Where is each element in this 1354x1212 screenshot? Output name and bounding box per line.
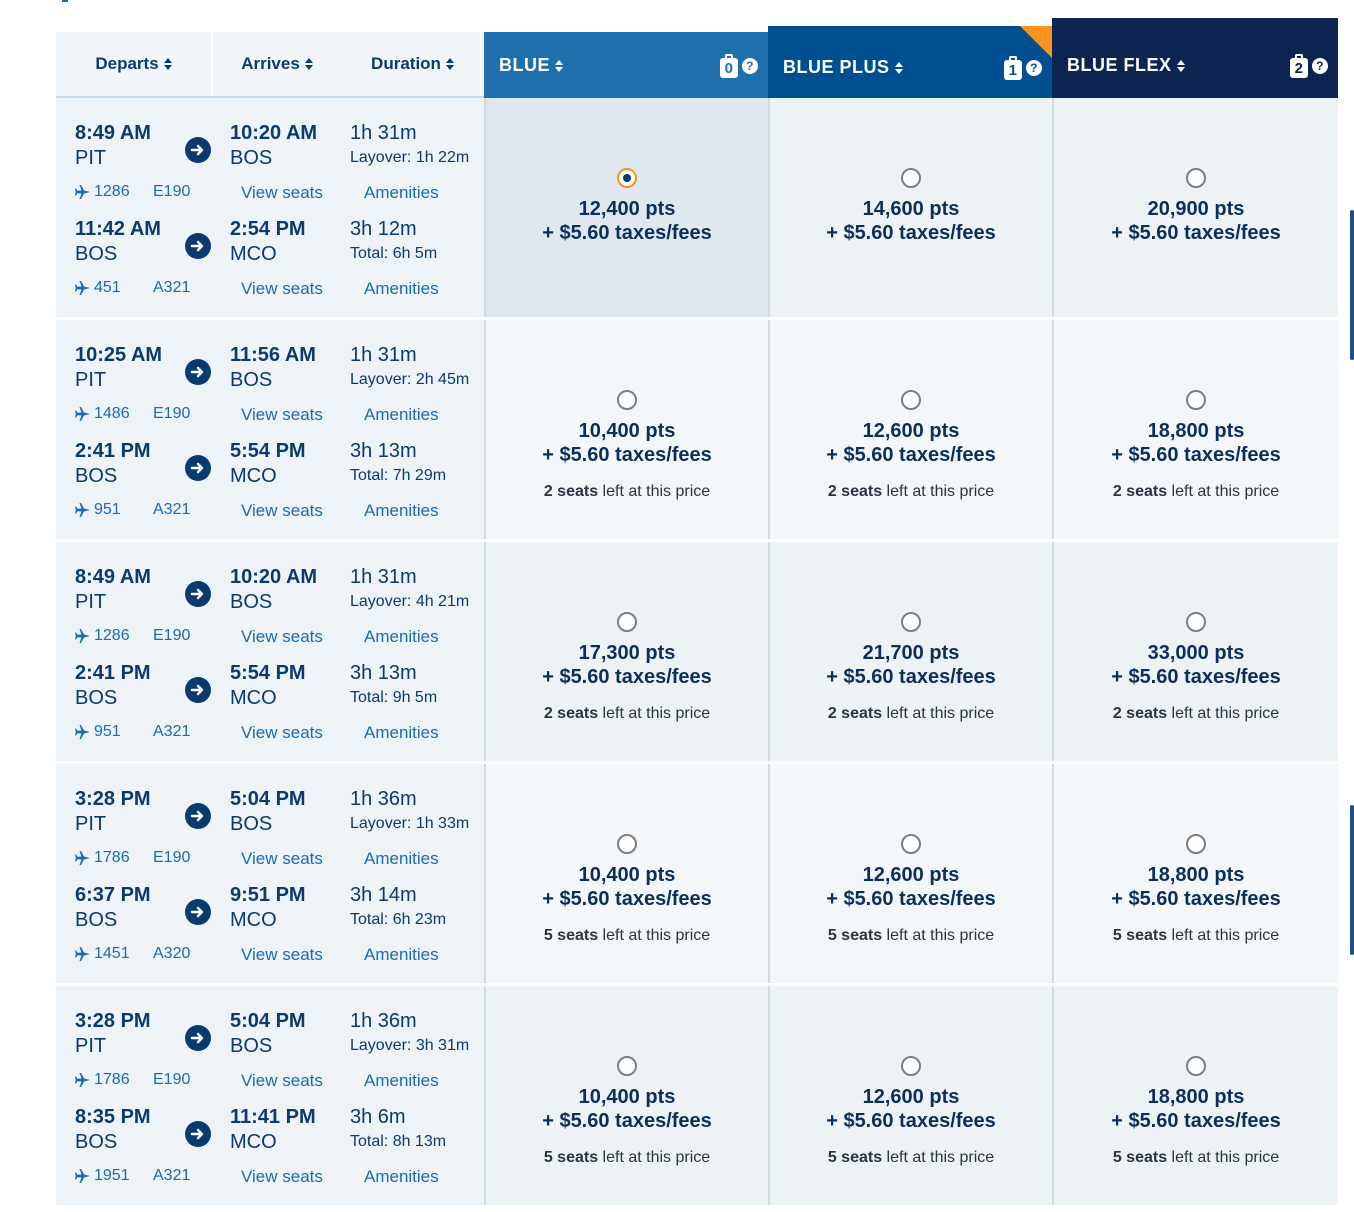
amenities-link[interactable]: Amenities [364, 405, 439, 424]
sort-blue-flex[interactable] [1067, 55, 1185, 76]
amenities-link[interactable]: Amenities [364, 183, 439, 202]
view-seats-link[interactable]: View seats [241, 405, 323, 424]
fare-radio[interactable] [617, 168, 637, 188]
flight-number: 451 [94, 279, 121, 296]
fare-radio[interactable] [617, 390, 637, 410]
arrive-airport: MCO [230, 909, 277, 931]
seats-count: 2 seats [827, 483, 883, 500]
fare-radio[interactable] [617, 834, 637, 854]
sort-icon [895, 62, 903, 74]
seats-count: 2 seats [543, 705, 599, 722]
fare-radio[interactable] [901, 834, 921, 854]
segment-duration: 1h 31m [350, 566, 417, 588]
layover-info: Layover: 2h 45m [350, 371, 470, 388]
depart-time: 8:35 PM [75, 1106, 151, 1128]
help-icon[interactable]: ? [1026, 60, 1042, 76]
segment-duration: 3h 13m [350, 662, 417, 684]
flight-row [56, 986, 1338, 1208]
fare-fees: + $5.60 taxes/fees [826, 444, 996, 466]
seats-suffix: left at this price [1171, 483, 1280, 500]
fare-points: 14,600 pts [862, 198, 960, 220]
seats-suffix: left at this price [886, 483, 995, 500]
fare-option-blue-plus[interactable] [768, 986, 1052, 1208]
view-seats-link[interactable]: View seats [241, 279, 323, 298]
fare-fees: + $5.60 taxes/fees [1111, 666, 1281, 688]
fare-points: 12,600 pts [862, 420, 960, 442]
arrive-time: 11:41 PM [230, 1106, 316, 1128]
fare-header-blue-flex[interactable] [1052, 18, 1338, 98]
arrive-airport: BOS [230, 1035, 273, 1057]
seats-suffix: left at this price [602, 705, 711, 722]
arrow-right-circle-icon [185, 233, 211, 259]
fare-header-blue[interactable] [484, 32, 768, 98]
arrow-right-circle-icon [185, 359, 211, 385]
flight-number: 1486 [94, 405, 130, 422]
airplane-icon [75, 406, 91, 422]
seats-suffix: left at this price [886, 1149, 995, 1166]
fare-radio[interactable] [901, 168, 921, 188]
segment-duration: 3h 6m [350, 1106, 406, 1128]
flight-segment [56, 884, 484, 980]
row-divider [56, 1205, 1338, 1208]
depart-airport: BOS [75, 909, 118, 931]
arrive-time: 5:04 PM [230, 788, 306, 810]
depart-time: 8:49 AM [75, 566, 151, 588]
arrive-time: 10:20 AM [230, 122, 318, 144]
flight-row [56, 320, 1338, 542]
depart-airport: BOS [75, 687, 118, 709]
layover-info: Layover: 4h 21m [350, 593, 470, 610]
fare-option-blue-flex[interactable] [1052, 986, 1338, 1208]
flight-segment [56, 344, 484, 440]
layover-info: Layover: 1h 33m [350, 815, 470, 832]
arrow-right-circle-icon [185, 1025, 211, 1051]
bag-allowance [1004, 56, 1042, 80]
flight-number: 951 [94, 501, 121, 518]
airplane-icon [75, 946, 91, 962]
segment-duration: 3h 14m [350, 884, 417, 906]
itinerary [56, 320, 484, 542]
arrives-label: Arrives [241, 54, 300, 73]
seats-left [770, 1149, 1052, 1167]
amenities-link[interactable]: Amenities [364, 627, 439, 646]
bag-count: 1 [1008, 61, 1018, 79]
fare-fees: + $5.60 taxes/fees [1111, 222, 1281, 244]
arrive-airport: MCO [230, 687, 277, 709]
fare-fees: + $5.60 taxes/fees [542, 666, 712, 688]
fare-points: 10,400 pts [578, 864, 676, 886]
fare-option-blue-flex[interactable] [1052, 98, 1338, 320]
arrow-right-circle-icon [185, 899, 211, 925]
total-duration: Total: 6h 23m [350, 911, 447, 928]
amenities-link[interactable]: Amenities [364, 723, 439, 742]
fare-radio[interactable] [901, 612, 921, 632]
fare-points: 10,400 pts [578, 420, 676, 442]
airplane-icon [75, 1168, 91, 1184]
arrive-airport: BOS [230, 813, 273, 835]
seats-left [486, 927, 768, 945]
seats-count: 5 seats [543, 1149, 599, 1166]
arrow-right-circle-icon [185, 677, 211, 703]
fare-option-blue-plus[interactable] [768, 542, 1052, 764]
seats-left [1054, 705, 1338, 723]
fare-radio[interactable] [1186, 834, 1206, 854]
arrow-right-circle-icon [185, 803, 211, 829]
top-accent [62, 0, 68, 2]
seats-suffix: left at this price [1171, 1149, 1280, 1166]
sort-icon [1177, 60, 1185, 72]
amenities-link[interactable]: Amenities [364, 1167, 439, 1186]
arrive-airport: BOS [230, 591, 273, 613]
help-icon[interactable]: ? [742, 58, 758, 74]
sort-blue-plus[interactable] [783, 57, 903, 78]
fare-points: 20,900 pts [1147, 198, 1245, 220]
segment-duration: 3h 12m [350, 218, 417, 240]
view-seats-link[interactable]: View seats [241, 1167, 323, 1186]
seats-count: 5 seats [1112, 927, 1168, 944]
carry-on-bag-icon [1004, 56, 1022, 80]
seats-left [770, 483, 1052, 501]
flight-segment [56, 1106, 484, 1202]
flight-segment [56, 662, 484, 758]
total-duration: Total: 6h 5m [350, 245, 438, 262]
fare-name: BLUE FLEX [1067, 55, 1172, 75]
fare-points: 12,600 pts [862, 864, 960, 886]
fare-option-blue[interactable] [484, 986, 768, 1208]
seats-left [1054, 927, 1338, 945]
fare-option-blue[interactable] [484, 542, 768, 764]
seats-suffix: left at this price [602, 483, 711, 500]
flight-row [56, 542, 1338, 764]
sort-arrives[interactable] [211, 32, 341, 96]
aircraft-type: E190 [153, 405, 191, 422]
departs-label: Departs [95, 54, 159, 73]
depart-time: 10:25 AM [75, 344, 163, 366]
fare-name: BLUE [499, 55, 550, 75]
flight-segment [56, 440, 484, 536]
aircraft-type: A321 [153, 1167, 191, 1184]
fare-points: 12,600 pts [862, 1086, 960, 1108]
arrive-time: 11:56 AM [230, 344, 316, 366]
flight-segment [56, 566, 484, 662]
segment-duration: 1h 31m [350, 122, 417, 144]
flight-segment [56, 218, 484, 314]
depart-time: 2:41 PM [75, 440, 151, 462]
layover-info: Layover: 3h 31m [350, 1037, 470, 1054]
view-seats-link[interactable]: View seats [241, 627, 323, 646]
aircraft-type: E190 [153, 183, 191, 200]
seats-left [486, 483, 768, 501]
arrow-right-circle-icon [185, 1121, 211, 1147]
aircraft-type: A321 [153, 723, 191, 740]
amenities-link[interactable]: Amenities [364, 945, 439, 964]
itinerary [56, 764, 484, 986]
depart-time: 3:28 PM [75, 1010, 151, 1032]
sort-departs[interactable] [56, 32, 211, 96]
fare-fees: + $5.60 taxes/fees [542, 222, 712, 244]
fare-points: 18,800 pts [1147, 1086, 1245, 1108]
sort-icon [555, 60, 563, 72]
seats-left [770, 705, 1052, 723]
arrow-right-circle-icon [185, 137, 211, 163]
carry-on-bag-icon [720, 54, 738, 78]
arrow-right-circle-icon [185, 455, 211, 481]
flight-column-headers [56, 32, 484, 98]
view-seats-link[interactable]: View seats [241, 1071, 323, 1090]
seats-left [1054, 483, 1338, 501]
fare-points: 17,300 pts [578, 642, 676, 664]
depart-time: 6:37 PM [75, 884, 151, 906]
fare-fees: + $5.60 taxes/fees [826, 666, 996, 688]
flight-number: 1951 [94, 1167, 130, 1184]
bag-allowance [1290, 54, 1328, 78]
fare-fees: + $5.60 taxes/fees [542, 1110, 712, 1132]
amenities-link[interactable]: Amenities [364, 849, 439, 868]
arrive-airport: BOS [230, 147, 273, 169]
segment-duration: 3h 13m [350, 440, 417, 462]
flight-number: 1286 [94, 627, 130, 644]
seats-suffix: left at this price [886, 927, 995, 944]
fare-radio[interactable] [901, 390, 921, 410]
view-seats-link[interactable]: View seats [241, 183, 323, 202]
depart-airport: PIT [75, 147, 107, 169]
fare-points: 18,800 pts [1147, 864, 1245, 886]
itinerary [56, 98, 484, 320]
scrollbar-edge [1350, 210, 1354, 360]
view-seats-link[interactable]: View seats [241, 945, 323, 964]
arrive-time: 2:54 PM [230, 218, 306, 240]
arrive-airport: MCO [230, 465, 277, 487]
seats-suffix: left at this price [886, 705, 995, 722]
fare-fees: + $5.60 taxes/fees [542, 888, 712, 910]
itinerary [56, 986, 484, 1208]
seats-count: 2 seats [543, 483, 599, 500]
fare-header-blue-plus[interactable] [768, 26, 1052, 100]
fare-option-blue[interactable] [484, 320, 768, 542]
fare-fees: + $5.60 taxes/fees [1111, 1110, 1281, 1132]
fare-radio[interactable] [1186, 1056, 1206, 1076]
depart-airport: BOS [75, 1131, 118, 1153]
aircraft-type: E190 [153, 627, 191, 644]
airplane-icon [75, 628, 91, 644]
fare-option-blue[interactable] [484, 98, 768, 320]
view-seats-link[interactable]: View seats [241, 501, 323, 520]
fare-points: 10,400 pts [578, 1086, 676, 1108]
flight-number: 1451 [94, 945, 130, 962]
airplane-icon [75, 850, 91, 866]
total-duration: Total: 9h 5m [350, 689, 438, 706]
fare-points: 21,700 pts [862, 642, 960, 664]
duration-label: Duration [371, 54, 441, 73]
seats-suffix: left at this price [1171, 927, 1280, 944]
segment-duration: 1h 36m [350, 788, 417, 810]
bag-count: 0 [724, 59, 734, 77]
view-seats-link[interactable]: View seats [241, 723, 323, 742]
flight-row [56, 98, 1338, 320]
flight-number: 1286 [94, 183, 130, 200]
fare-option-blue[interactable] [484, 764, 768, 986]
flight-segment [56, 122, 484, 218]
arrive-airport: MCO [230, 1131, 277, 1153]
fare-fees: + $5.60 taxes/fees [1111, 888, 1281, 910]
depart-airport: BOS [75, 243, 118, 265]
fare-radio[interactable] [1186, 168, 1206, 188]
amenities-link[interactable]: Amenities [364, 501, 439, 520]
sort-icon [446, 58, 454, 70]
flight-segment [56, 1010, 484, 1106]
layover-info: Layover: 1h 22m [350, 149, 470, 166]
fare-name: BLUE PLUS [783, 57, 890, 77]
aircraft-type: A321 [153, 279, 191, 296]
fare-radio[interactable] [1186, 390, 1206, 410]
help-icon[interactable]: ? [1312, 58, 1328, 74]
carry-on-bag-icon [1290, 54, 1308, 78]
aircraft-type: E190 [153, 1071, 191, 1088]
segment-duration: 1h 36m [350, 1010, 417, 1032]
seats-left [1054, 1149, 1338, 1167]
fare-option-blue-plus[interactable] [768, 98, 1052, 320]
fare-radio[interactable] [1186, 612, 1206, 632]
arrow-right-circle-icon [185, 581, 211, 607]
flight-segment [56, 788, 484, 884]
aircraft-type: A321 [153, 501, 191, 518]
airplane-icon [75, 1072, 91, 1088]
fare-fees: + $5.60 taxes/fees [1111, 444, 1281, 466]
aircraft-type: E190 [153, 849, 191, 866]
flight-number: 1786 [94, 1071, 130, 1088]
airplane-icon [75, 184, 91, 200]
seats-left [486, 1149, 768, 1167]
sort-icon [164, 58, 172, 70]
arrive-time: 10:20 AM [230, 566, 318, 588]
fare-radio[interactable] [617, 612, 637, 632]
flight-number: 951 [94, 723, 121, 740]
arrive-airport: MCO [230, 243, 277, 265]
scrollbar-edge [1350, 805, 1354, 955]
sort-blue[interactable] [499, 55, 563, 76]
depart-airport: PIT [75, 813, 107, 835]
seats-count: 2 seats [827, 705, 883, 722]
seats-count: 2 seats [1112, 483, 1168, 500]
depart-time: 3:28 PM [75, 788, 151, 810]
airplane-icon [75, 724, 91, 740]
total-duration: Total: 7h 29m [350, 467, 447, 484]
itinerary [56, 542, 484, 764]
fare-fees: + $5.60 taxes/fees [826, 222, 996, 244]
view-seats-link[interactable]: View seats [241, 849, 323, 868]
seats-suffix: left at this price [602, 927, 711, 944]
airplane-icon [75, 502, 91, 518]
depart-time: 8:49 AM [75, 122, 151, 144]
depart-airport: PIT [75, 369, 107, 391]
flight-number: 1786 [94, 849, 130, 866]
fare-fees: + $5.60 taxes/fees [826, 1110, 996, 1132]
fare-points: 12,400 pts [578, 198, 676, 220]
depart-airport: BOS [75, 465, 118, 487]
fare-points: 18,800 pts [1147, 420, 1245, 442]
fare-option-blue-flex[interactable] [1052, 542, 1338, 764]
sort-duration[interactable] [341, 32, 484, 96]
aircraft-type: A320 [153, 945, 191, 962]
seats-count: 5 seats [827, 1149, 883, 1166]
fare-radio[interactable] [617, 1056, 637, 1076]
arrive-time: 5:04 PM [230, 1010, 306, 1032]
fare-radio[interactable] [901, 1056, 921, 1076]
fare-option-blue-plus[interactable] [768, 764, 1052, 986]
seats-count: 5 seats [1112, 1149, 1168, 1166]
arrive-time: 5:54 PM [230, 440, 306, 462]
fare-fees: + $5.60 taxes/fees [826, 888, 996, 910]
depart-time: 2:41 PM [75, 662, 151, 684]
seats-count: 5 seats [543, 927, 599, 944]
sort-icon [305, 58, 313, 70]
bag-count: 2 [1294, 59, 1304, 77]
seats-count: 2 seats [1112, 705, 1168, 722]
fare-fees: + $5.60 taxes/fees [542, 444, 712, 466]
seats-left [770, 927, 1052, 945]
total-duration: Total: 8h 13m [350, 1133, 447, 1150]
seats-suffix: left at this price [1171, 705, 1280, 722]
amenities-link[interactable]: Amenities [364, 279, 439, 298]
fare-option-blue-flex[interactable] [1052, 764, 1338, 986]
seats-left [486, 705, 768, 723]
seats-suffix: left at this price [602, 1149, 711, 1166]
flight-row [56, 764, 1338, 986]
arrive-airport: BOS [230, 369, 273, 391]
arrive-time: 9:51 PM [230, 884, 306, 906]
fare-option-blue-plus[interactable] [768, 320, 1052, 542]
seats-count: 5 seats [827, 927, 883, 944]
bag-allowance [720, 54, 758, 78]
amenities-link[interactable]: Amenities [364, 1071, 439, 1090]
airplane-icon [75, 280, 91, 296]
depart-airport: PIT [75, 1035, 107, 1057]
fare-points: 33,000 pts [1147, 642, 1245, 664]
depart-airport: PIT [75, 591, 107, 613]
fare-option-blue-flex[interactable] [1052, 320, 1338, 542]
segment-duration: 1h 31m [350, 344, 417, 366]
depart-time: 11:42 AM [75, 218, 161, 240]
arrive-time: 5:54 PM [230, 662, 306, 684]
